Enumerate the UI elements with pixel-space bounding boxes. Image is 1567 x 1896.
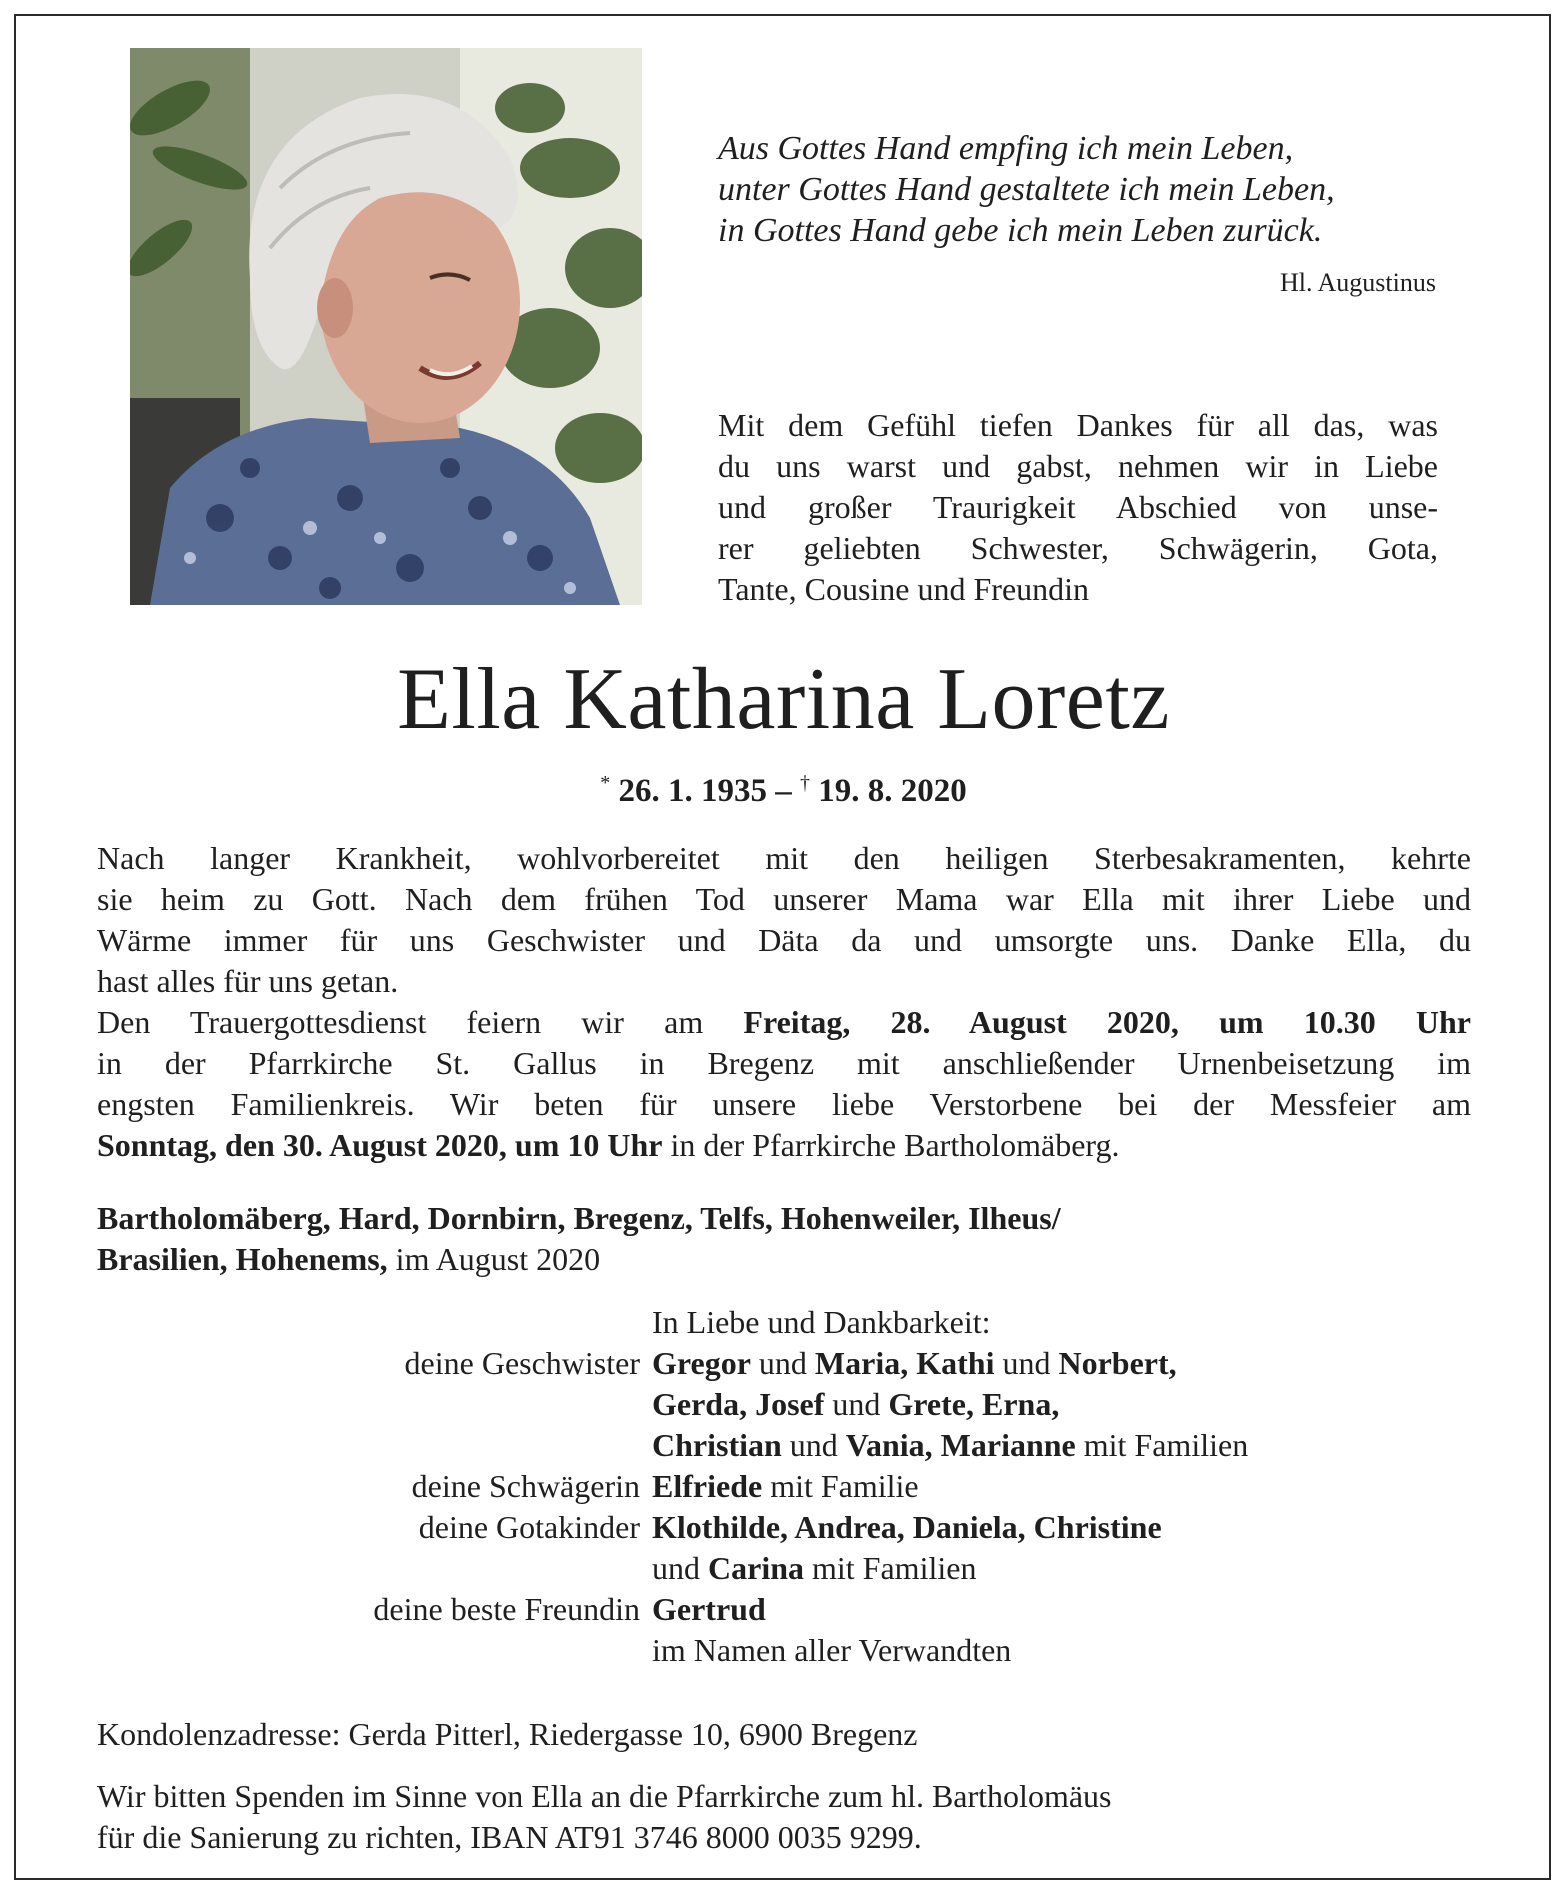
quote-line: in Gottes Hand gebe ich mein Leben zurück. <box>718 212 1323 249</box>
body-line: Nach langer Krankheit, wohlvorbereitet mit den heiligen Sterbesakramenten, kehrte <box>97 840 1471 876</box>
name-run: Carina <box>708 1550 804 1586</box>
service-intro: Den Trauergottesdienst feiern wir am <box>97 1004 744 1040</box>
date-dash: – <box>775 773 792 809</box>
text-run: mit Familie <box>762 1468 919 1504</box>
portrait-illustration <box>130 48 642 605</box>
portrait-photo <box>130 48 642 605</box>
text-run: mit Familien <box>1075 1427 1249 1463</box>
condolence-address <box>97 1714 1471 1755</box>
body-line: in der Pfarrkirche St. Gallus in Bregenz mit anschließender Urnenbeisetzung im <box>97 1045 1471 1081</box>
death-mark: † <box>800 772 810 794</box>
godchildren-names <box>652 1548 1471 1589</box>
godchildren-names <box>652 1507 1471 1548</box>
deceased-name: Ella Katharina Loretz <box>397 651 1170 748</box>
friend-label: deine beste Freundin <box>373 1591 640 1627</box>
name-run: Gertrud <box>652 1591 766 1627</box>
inlaw-names <box>652 1466 1471 1507</box>
signature-heading: In Liebe und Dankbarkeit: <box>652 1304 991 1340</box>
quote-attribution: Hl. Augustinus <box>1279 268 1436 297</box>
places-block <box>97 1198 1471 1280</box>
godchildren-label: deine Gotakinder <box>418 1509 640 1545</box>
mass-datetime: Sonntag, den 30. August 2020, um 10 Uhr <box>97 1127 663 1163</box>
text-run: und <box>781 1427 846 1463</box>
intro-line: und großer Traurigkeit Abschied von unse- <box>718 489 1438 525</box>
quote-block <box>718 128 1443 251</box>
intro-line: Tante, Cousine und Freundin <box>718 571 1090 607</box>
siblings-names <box>652 1343 1471 1384</box>
name-run: Gregor <box>652 1345 751 1381</box>
birth-mark: * <box>600 772 611 794</box>
mass-location: in der Pfarrkirche Bartholomäberg. <box>662 1127 1120 1163</box>
quote-line: Aus Gottes Hand empfing ich mein Leben, <box>718 130 1294 167</box>
intro-line: du uns warst und gabst, nehmen wir in Liebe <box>718 448 1438 484</box>
name-run: Maria, Kathi <box>814 1345 995 1381</box>
name-run: Klothilde, Andrea, Daniela, Christine <box>652 1509 1162 1545</box>
body-line: Wärme immer für uns Geschwister und Däta da und umsorgte uns. Danke Ella, du <box>97 922 1471 958</box>
places-line <box>97 1239 1471 1280</box>
mass-line <box>97 1125 1471 1166</box>
name-run: Christian <box>652 1427 782 1463</box>
places-date: im August 2020 <box>387 1241 601 1277</box>
signature-closing: im Namen aller Verwandten <box>652 1632 1012 1668</box>
body-line: engsten Familienkreis. Wir beten für unsere liebe Verstorbene bei der Messfeier am <box>97 1086 1471 1122</box>
intro-line: rer geliebten Schwester, Schwägerin, Gota, <box>718 530 1438 566</box>
service-datetime: Freitag, 28. August 2020, um 10.30 Uhr <box>743 1004 1471 1040</box>
signature-block <box>97 1302 1471 1671</box>
service-line <box>97 1002 1471 1043</box>
body-line: sie heim zu Gott. Nach dem frühen Tod unserer Mama war Ella mit ihrer Liebe und <box>97 881 1471 917</box>
donation-line: für die Sanierung zu richten, IBAN AT91 3746 8000 0035 9299. <box>97 1819 922 1855</box>
places-list: Bartholomäberg, Hard, Dornbirn, Bregenz, Telfs, Hohenweiler, Ilheus/ <box>97 1200 1061 1236</box>
text-run: mit Familien <box>804 1550 977 1586</box>
body-paragraph <box>97 838 1471 1166</box>
friend-name <box>652 1589 1471 1630</box>
name-run: Grete, Erna, <box>888 1386 1060 1422</box>
intro-line: Mit dem Gefühl tiefen Dankes für all das, was <box>718 407 1438 443</box>
name-run: Vania, Marianne <box>845 1427 1076 1463</box>
condolence-line: Kondolenzadresse: Gerda Pitterl, Riedergasse 10, 6900 Bregenz <box>97 1716 918 1752</box>
text-run: und <box>652 1550 708 1586</box>
birth-date: 26. 1. 1935 <box>618 773 767 809</box>
life-dates <box>0 772 1567 810</box>
places-line <box>97 1198 1471 1239</box>
text-run: und <box>750 1345 815 1381</box>
donation-note <box>97 1776 1471 1858</box>
donation-line: Wir bitten Spenden im Sinne von Ella an die Pfarrkirche zum hl. Bartholomäus <box>97 1778 1112 1814</box>
text-run: und <box>824 1386 889 1422</box>
siblings-label: deine Geschwister <box>404 1345 640 1381</box>
name-run: Norbert, <box>1058 1345 1177 1381</box>
siblings-names <box>652 1425 1471 1466</box>
intro-paragraph <box>718 405 1438 610</box>
places-list-cont: Brasilien, Hohenems, <box>97 1241 388 1277</box>
siblings-names <box>652 1384 1471 1425</box>
name-run: Gerda, Josef <box>652 1386 825 1422</box>
name-run: Elfriede <box>652 1468 763 1504</box>
inlaw-label: deine Schwägerin <box>411 1468 640 1504</box>
text-run: und <box>994 1345 1059 1381</box>
body-line: hast alles für uns getan. <box>97 963 399 999</box>
quote-line: unter Gottes Hand gestaltete ich mein Leben, <box>718 171 1335 208</box>
death-date: 19. 8. 2020 <box>818 773 967 809</box>
